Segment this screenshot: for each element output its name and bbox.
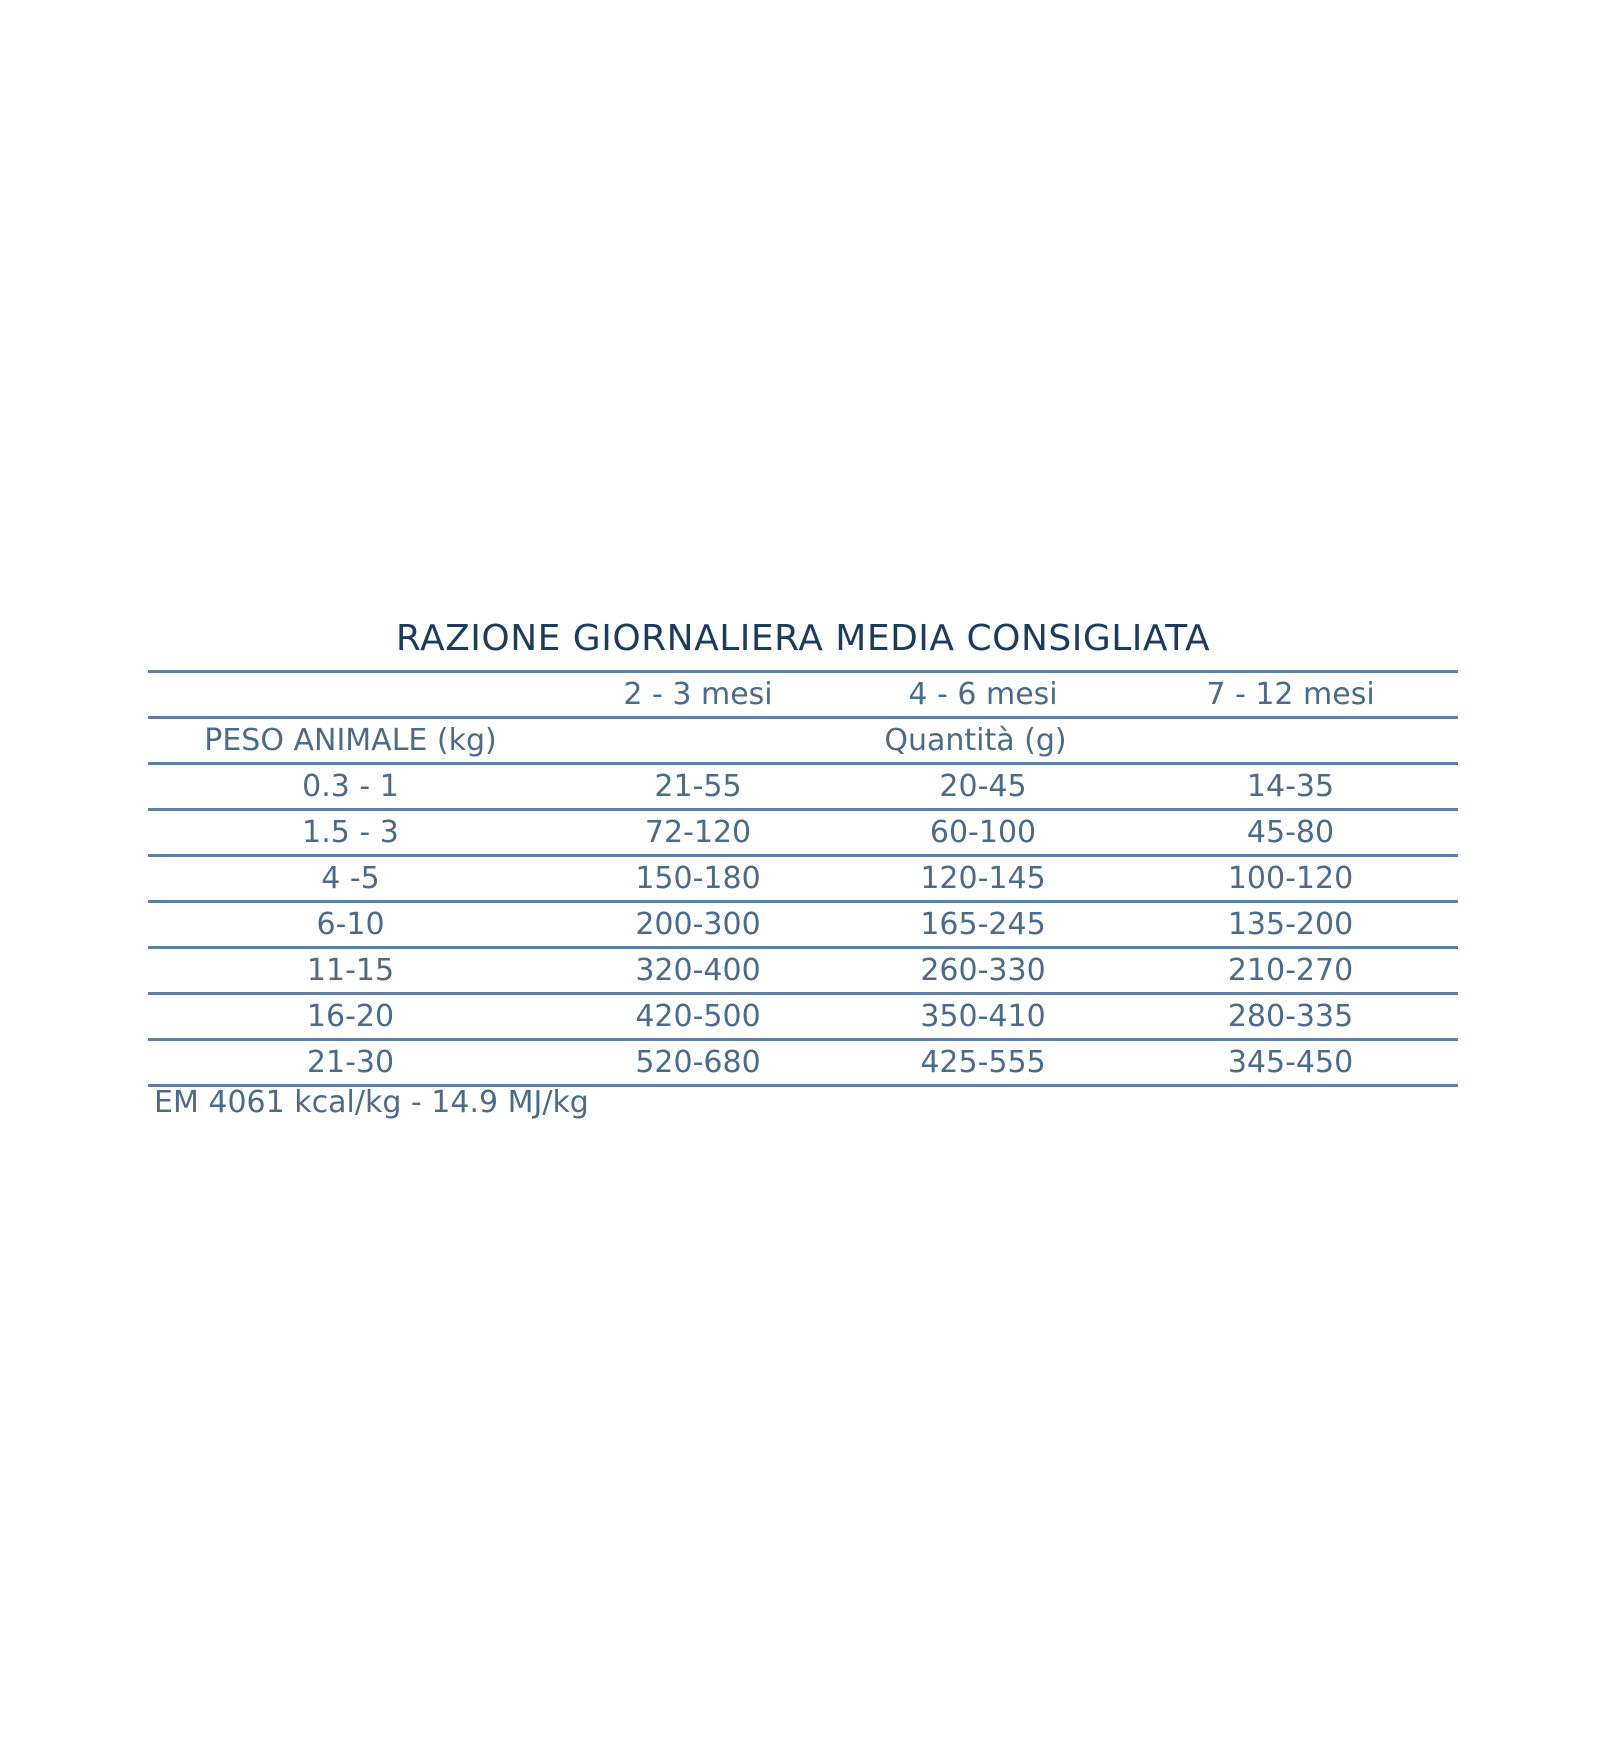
quantity-cell: 425-555	[843, 1040, 1123, 1086]
weight-cell: 0.3 - 1	[148, 764, 553, 810]
energy-note: EM 4061 kcal/kg - 14.9 MJ/kg	[154, 1085, 589, 1120]
quantity-cell: 165-245	[843, 902, 1123, 948]
weight-cell: 21-30	[148, 1040, 553, 1086]
age-header-7-12: 7 - 12 mesi	[1123, 672, 1458, 718]
weight-cell: 4 -5	[148, 856, 553, 902]
quantity-cell: 420-500	[553, 994, 843, 1040]
age-header-4-6: 4 - 6 mesi	[843, 672, 1123, 718]
weight-cell: 11-15	[148, 948, 553, 994]
table-row	[148, 994, 1458, 1040]
table-row	[148, 856, 1458, 902]
unit-header-row	[148, 718, 1458, 764]
table-row	[148, 902, 1458, 948]
table-row	[148, 764, 1458, 810]
quantity-cell: 135-200	[1123, 902, 1458, 948]
weight-cell: 6-10	[148, 902, 553, 948]
quantity-cell: 60-100	[843, 810, 1123, 856]
quantity-cell: 350-410	[843, 994, 1123, 1040]
weight-header: PESO ANIMALE (kg)	[148, 718, 553, 764]
table-row	[148, 1040, 1458, 1086]
quantity-cell: 72-120	[553, 810, 843, 856]
quantity-cell: 200-300	[553, 902, 843, 948]
quantity-cell: 100-120	[1123, 856, 1458, 902]
quantity-cell: 280-335	[1123, 994, 1458, 1040]
quantity-cell: 21-55	[553, 764, 843, 810]
weight-cell: 16-20	[148, 994, 553, 1040]
weight-cell: 1.5 - 3	[148, 810, 553, 856]
age-header-2-3: 2 - 3 mesi	[553, 672, 843, 718]
quantity-cell: 14-35	[1123, 764, 1458, 810]
quantity-cell: 150-180	[553, 856, 843, 902]
table-row	[148, 810, 1458, 856]
quantity-cell: 345-450	[1123, 1040, 1458, 1086]
quantity-cell: 120-145	[843, 856, 1123, 902]
quantity-cell: 260-330	[843, 948, 1123, 994]
quantity-cell: 45-80	[1123, 810, 1458, 856]
quantity-cell: 320-400	[553, 948, 843, 994]
age-header-row	[148, 672, 1458, 718]
empty-header-cell	[148, 672, 553, 718]
quantity-cell: 520-680	[553, 1040, 843, 1086]
quantity-cell: 20-45	[843, 764, 1123, 810]
table-row	[148, 948, 1458, 994]
table-title: RAZIONE GIORNALIERA MEDIA CONSIGLIATA	[395, 618, 1211, 659]
quantity-header: Quantità (g)	[553, 718, 1458, 764]
ration-table	[148, 670, 1458, 1087]
quantity-cell: 210-270	[1123, 948, 1458, 994]
